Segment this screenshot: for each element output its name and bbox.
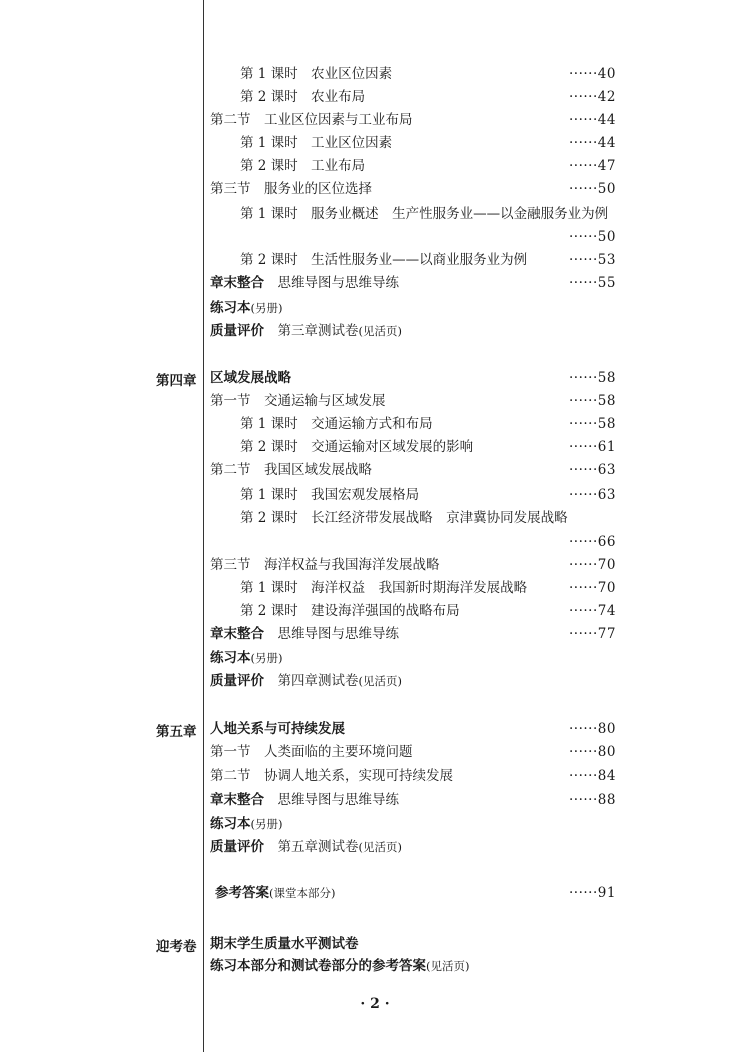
chapter-title-entry[interactable] (0, 367, 750, 389)
toc-entry-text: 第二节 协调人地关系，实现可持续发展 (210, 768, 453, 784)
toc-entry-text: 第三节 海洋权益与我国海洋发展战略 (210, 557, 440, 573)
toc-entry-page: ······74 (569, 603, 616, 619)
toc-entry-text: 第 1 课时 交通运输方式和布局 (240, 416, 433, 432)
toc-entry-page: ······44 (569, 112, 616, 128)
page-number: · 2 · (360, 996, 390, 1012)
toc-entry[interactable] (0, 507, 750, 529)
toc-entry-label: 练习本 (210, 816, 251, 832)
toc-entry-note: (课堂本部分) (269, 886, 336, 900)
toc-entry-page: ······84 (569, 768, 616, 784)
toc-entry[interactable] (0, 390, 750, 412)
toc-entry-assessment[interactable] (0, 836, 750, 858)
toc-entry-label: 章末整合 (210, 275, 264, 291)
toc-entry-text: 第 1 课时 工业区位因素 (240, 135, 393, 151)
toc-entry[interactable] (0, 436, 750, 458)
toc-entry-workbook[interactable] (0, 813, 750, 835)
toc-entry[interactable] (0, 577, 750, 599)
toc-entry[interactable] (0, 600, 750, 622)
toc-entry-text: 第 2 课时 生活性服务业——以商业服务业为例 (240, 252, 528, 268)
toc-entry-page: ······70 (569, 580, 616, 596)
toc-entry[interactable] (0, 132, 750, 154)
toc-entry-label: 练习本 (210, 650, 251, 666)
toc-entry-text: 第二节 工业区位因素与工业布局 (210, 112, 413, 128)
toc-entry-page: ······63 (569, 462, 616, 478)
toc-entry-note: (另册) (250, 651, 283, 665)
toc-entry-label: 质量评价 (210, 839, 264, 855)
toc-entry-label: 质量评价 (210, 323, 264, 339)
toc-entry[interactable] (0, 765, 750, 787)
toc-entry[interactable] (0, 86, 750, 108)
toc-entry-page: ······50 (569, 229, 616, 245)
toc-entry-assessment[interactable] (0, 320, 750, 342)
toc-entry-page: ······58 (569, 370, 616, 386)
toc-entry-text: 第 2 课时 交通运输对区域发展的影响 (240, 439, 474, 455)
toc-entry-note: (另册) (250, 817, 283, 831)
toc-entry-label: 章末整合 (210, 626, 264, 642)
toc-entry-note: (另册) (250, 301, 283, 315)
final-side-label: 迎考卷 (156, 939, 197, 955)
toc-entry[interactable] (0, 484, 750, 506)
toc-entry-text: 第 1 课时 农业区位因素 (240, 66, 393, 82)
chapter-title: 人地关系与可持续发展 (210, 721, 345, 737)
toc-entry-page-row (0, 226, 750, 248)
toc-entry[interactable] (0, 109, 750, 131)
toc-entry-page: ······50 (569, 181, 616, 197)
toc-entry-label: 章末整合 (210, 792, 264, 808)
toc-entry-text: 第 2 课时 工业布局 (240, 158, 366, 174)
toc-entry[interactable] (0, 178, 750, 200)
toc-entry-text: 第 1 课时 服务业概述 生产性服务业——以金融服务业为例 (240, 206, 609, 222)
toc-entry[interactable] (0, 554, 750, 576)
toc-entry-note: (见活页) (426, 959, 470, 973)
toc-entry[interactable] (0, 63, 750, 85)
toc-entry-text: 第 2 课时 长江经济带发展战略 京津冀协同发展战略 (240, 510, 568, 526)
toc-entry-page: ······47 (569, 158, 616, 174)
toc-entry-page-row (0, 531, 750, 553)
toc-entry-text: 第二节 我国区域发展战略 (210, 462, 372, 478)
toc-entry[interactable] (0, 955, 750, 977)
toc-entry-text: 第四章测试卷 (264, 673, 359, 689)
toc-entry-text: 第 1 课时 海洋权益 我国新时期海洋发展战略 (240, 580, 528, 596)
toc-entry[interactable] (0, 413, 750, 435)
chapter-title: 区域发展战略 (210, 370, 291, 386)
toc-entry-page: ······80 (569, 721, 616, 737)
toc-entry-text: 第三节 服务业的区位选择 (210, 181, 372, 197)
toc-entry-summary[interactable] (0, 272, 750, 294)
toc-entry-summary[interactable] (0, 623, 750, 645)
chapter-side-label: 第五章 (156, 724, 197, 740)
toc-entry-page: ······80 (569, 744, 616, 760)
toc-entry-page: ······61 (569, 439, 616, 455)
toc-entry-workbook[interactable] (0, 647, 750, 669)
toc-entry-text: 第三章测试卷 (264, 323, 359, 339)
chapter-side-label: 第四章 (156, 373, 197, 389)
toc-entry-text: 练习本部分和测试卷部分的参考答案 (210, 958, 426, 974)
toc-entry-page: ······63 (569, 487, 616, 503)
toc-entry-page: ······42 (569, 89, 616, 105)
toc-entry-workbook[interactable] (0, 297, 750, 319)
toc-entry-label: 练习本 (210, 300, 251, 316)
toc-entry-page: ······55 (569, 275, 616, 291)
toc-entry-page: ······70 (569, 557, 616, 573)
toc-entry[interactable] (0, 155, 750, 177)
toc-entry-page: ······44 (569, 135, 616, 151)
toc-entry-note: (见活页) (358, 674, 402, 688)
toc-entry-text: 思维导图与思维导练 (264, 626, 399, 642)
toc-entry-answers[interactable] (0, 882, 750, 904)
toc-entry[interactable] (0, 741, 750, 763)
toc-entry-page: ······66 (569, 534, 616, 550)
toc-entry-page: ······58 (569, 393, 616, 409)
toc-entry-label: 质量评价 (210, 673, 264, 689)
toc-entry[interactable] (0, 459, 750, 481)
toc-entry-text: 第 1 课时 我国宏观发展格局 (240, 487, 420, 503)
toc-entry-page: ······91 (569, 885, 616, 901)
toc-entry-text: 期末学生质量水平测试卷 (210, 936, 359, 952)
toc-entry-assessment[interactable] (0, 670, 750, 692)
toc-entry[interactable] (0, 933, 750, 955)
toc-entry-note: (见活页) (358, 324, 402, 338)
toc-entry-label: 参考答案 (215, 885, 269, 901)
toc-entry-text: 第五章测试卷 (264, 839, 359, 855)
toc-entry-page: ······40 (569, 66, 616, 82)
toc-entry-note: (见活页) (358, 840, 402, 854)
toc-entry-page: ······77 (569, 626, 616, 642)
toc-entry-text: 第 2 课时 建设海洋强国的战略布局 (240, 603, 460, 619)
toc-entry[interactable] (0, 203, 750, 225)
toc-entry-page: ······88 (569, 792, 616, 808)
toc-entry-summary[interactable] (0, 789, 750, 811)
toc-entry-text: 第一节 交通运输与区域发展 (210, 393, 386, 409)
toc-entry-page: ······58 (569, 416, 616, 432)
toc-entry-text: 第一节 人类面临的主要环境问题 (210, 744, 413, 760)
toc-entry-text: 第 2 课时 农业布局 (240, 89, 366, 105)
toc-entry-text: 思维导图与思维导练 (264, 275, 399, 291)
toc-entry-text: 思维导图与思维导练 (264, 792, 399, 808)
chapter-title-entry[interactable] (0, 718, 750, 740)
toc-entry-page: ······53 (569, 252, 616, 268)
toc-entry[interactable] (0, 249, 750, 271)
